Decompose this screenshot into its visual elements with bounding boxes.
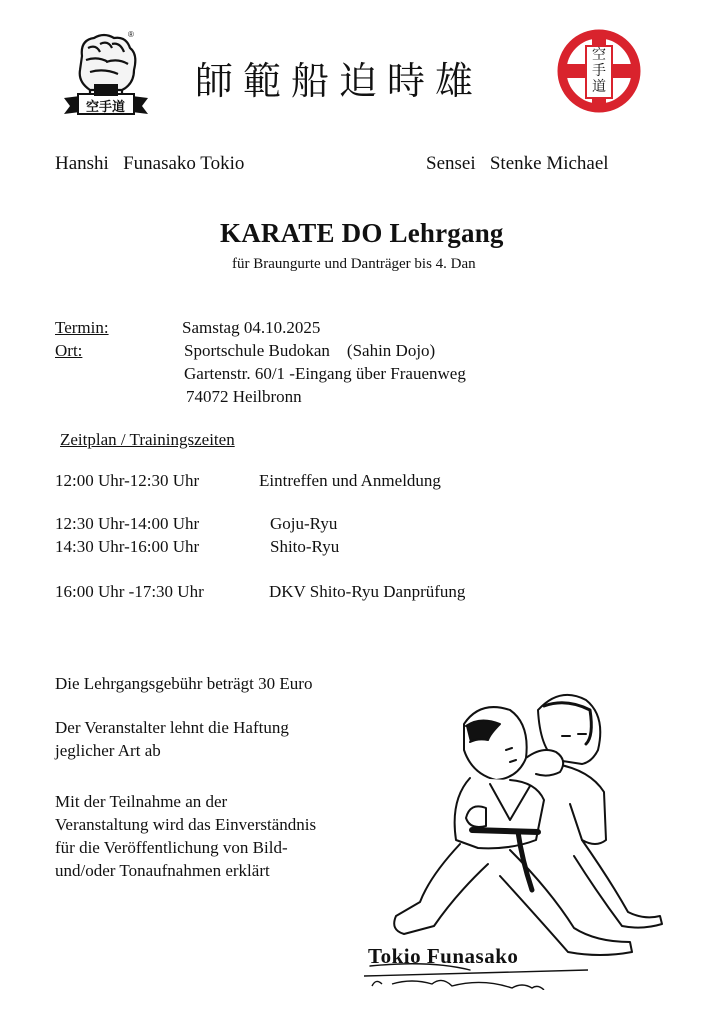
instructor-left: Hanshi Funasako Tokio <box>55 153 245 174</box>
karate-circle-logo-icon <box>556 28 642 114</box>
karate-fighters-drawing-icon <box>360 680 680 980</box>
master-name-kanji: 師範船迫時雄 <box>195 59 484 103</box>
ort-label: Ort: <box>55 341 83 360</box>
schedule-heading: Zeitplan / Trainingszeiten <box>60 430 235 449</box>
registered-mark: ® <box>128 30 134 39</box>
schedule-activity: Goju-Ryu <box>270 514 338 533</box>
termin-value: Samstag 04.10.2025 <box>182 318 321 337</box>
schedule-time: 14:30 Uhr-16:00 Uhr <box>55 537 200 556</box>
consent-line: und/oder Tonaufnahmen erklärt <box>55 861 270 880</box>
consent-line: für die Veröffentlichung von Bild- <box>55 838 288 857</box>
liability-line: Der Veranstalter lehnt die Haftung <box>55 718 289 737</box>
circle-logo-text: 空手道 <box>592 47 606 95</box>
schedule-time: 16:00 Uhr -17:30 Uhr <box>55 582 204 601</box>
consent-line: Mit der Teilnahme an der <box>55 792 228 811</box>
artist-signature-icon <box>362 968 592 990</box>
ort-line: Gartenstr. 60/1 -Eingang über Frauenweg <box>184 364 466 383</box>
ort-line: 74072 Heilbronn <box>186 387 302 406</box>
banner-text: 空手道 <box>86 100 126 115</box>
karate-fist-logo-icon <box>60 26 152 124</box>
schedule-activity: DKV Shito-Ryu Danprüfung <box>269 582 466 601</box>
schedule-activity: Eintreffen und Anmeldung <box>259 471 441 490</box>
liability-line: jeglicher Art ab <box>55 741 161 760</box>
ort-line: Sportschule Budokan (Sahin Dojo) <box>184 341 436 360</box>
schedule-time: 12:30 Uhr-14:00 Uhr <box>55 514 200 533</box>
termin-label: Termin: <box>55 318 109 337</box>
schedule-time: 12:00 Uhr-12:30 Uhr <box>55 471 200 490</box>
schedule-activity: Shito-Ryu <box>270 537 340 556</box>
consent-line: Veranstaltung wird das Einverständnis <box>55 815 317 834</box>
event-title: KARATE DO Lehrgang <box>220 218 504 248</box>
illustration-caption: Tokio Funasako <box>368 944 519 968</box>
event-subtitle: für Braungurte und Danträger bis 4. Dan <box>232 256 476 272</box>
fee-note: Die Lehrgangsgebühr beträgt 30 Euro <box>55 674 313 693</box>
instructor-right: Sensei Stenke Michael <box>426 153 609 174</box>
